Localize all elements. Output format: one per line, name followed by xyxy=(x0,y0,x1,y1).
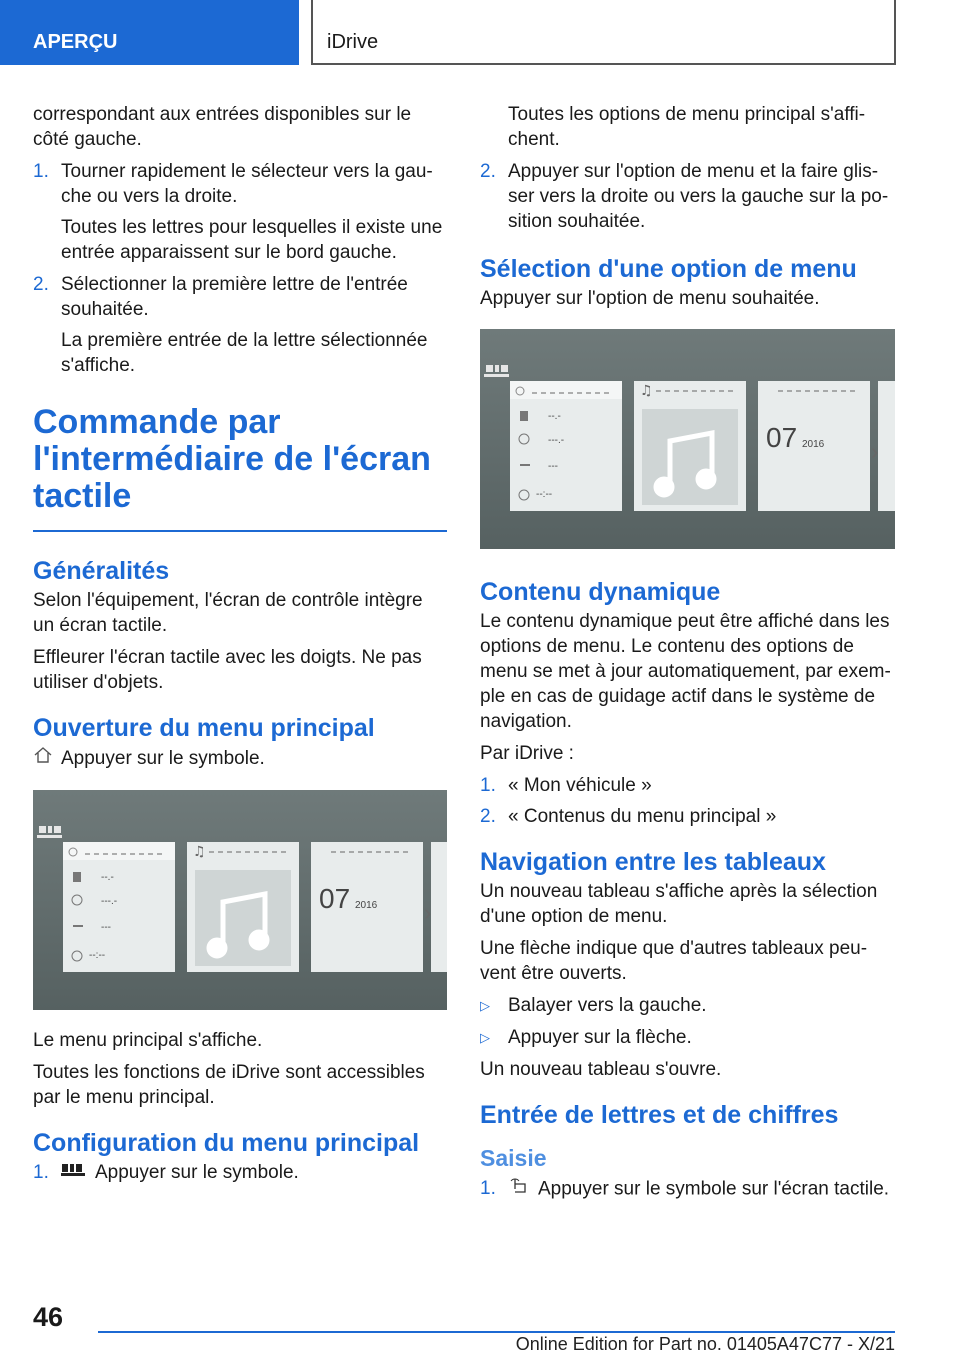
navigation-text-3: Un nouveau tableau s'ouvre. xyxy=(480,1059,722,1080)
svg-text:2016: 2016 xyxy=(355,900,378,911)
svg-text:---.-: ---.- xyxy=(101,896,118,907)
config-step-2: 2. Appuyer sur l'option de menu et la faire glisser vers la droite ou vers la gauche sur la position souhaitée. xyxy=(480,161,889,232)
heading-divider xyxy=(33,530,447,532)
triangle-bullet-icon: ▷ xyxy=(480,998,490,1013)
dynamic-step-2: 2. « Contenus du menu principal » xyxy=(480,806,777,827)
left-column xyxy=(33,102,447,1191)
svg-text:--:--: --:-- xyxy=(89,950,106,961)
footer-divider xyxy=(98,1331,895,1333)
general-text-2: Effleurer l'écran tactile avec les doigts. Ne pas utiliser d'objets. xyxy=(33,647,422,693)
navigation-text-2: Une flèche indique que d'autres tableaux peuvent être ouverts. xyxy=(480,938,868,984)
intro-text: correspondant aux entrées disponibles sur le côté gauche. xyxy=(33,104,412,150)
section-heading-touchscreen: Commande par l'intermédiaire de l'écran tactile xyxy=(33,403,431,515)
svg-text:--:--: --:-- xyxy=(536,489,553,500)
page-number: 46 xyxy=(33,1302,64,1332)
svg-text:--.-: --.- xyxy=(101,872,114,883)
svg-text:2016: 2016 xyxy=(802,439,825,450)
heading-navigation-panels: Navigation entre les tableaux xyxy=(480,848,826,876)
svg-text:›: › xyxy=(871,439,879,464)
heading-saisie: Saisie xyxy=(480,1145,547,1171)
svg-text:---: --- xyxy=(101,922,111,933)
heading-letter-number-entry: Entrée de lettres et de chiffres xyxy=(480,1101,839,1129)
navigation-bullet-2: ▷ Appuyer sur la flèche. xyxy=(480,1027,692,1048)
select-option-text: Appuyer sur l'option de menu souhaitée. xyxy=(480,288,820,309)
saisie-step-1: 1. Appuyer sur le symbole sur l'écran tactile. xyxy=(480,1176,895,1203)
svg-text:♫: ♫ xyxy=(193,844,206,860)
general-text-1: Selon l'équipement, l'écran de contrôle intègre un écran tactile. xyxy=(33,590,423,636)
right-column xyxy=(480,102,895,1209)
svg-text:07: 07 xyxy=(319,883,351,914)
heading-open-main-menu: Ouverture du menu principal xyxy=(33,714,375,742)
heading-general: Généralités xyxy=(33,557,170,585)
step-2: 2. Sélectionner la première lettre de l'entrée souhaitée. xyxy=(33,274,408,320)
tiles-icon xyxy=(61,1160,87,1185)
main-menu-illustration xyxy=(33,790,447,1010)
grid-icon xyxy=(484,365,509,377)
navigation-text-1: Un nouveau tableau s'affiche après la sélection d'une option de menu. xyxy=(480,881,878,927)
open-instruction: Appuyer sur le symbole. xyxy=(33,745,447,772)
svg-text:---.-: ---.- xyxy=(548,435,565,446)
home-icon xyxy=(33,745,61,772)
edition-footer: Online Edition for Part no. 01405A47C77 - X/21 xyxy=(515,1334,895,1354)
menu-option-screenshot xyxy=(480,329,895,549)
navigation-bullet-1: ▷ Balayer vers la gauche. xyxy=(480,995,707,1016)
by-idrive-label: Par iDrive : xyxy=(480,743,574,764)
step-1-result: Toutes les lettres pour lesquelles il existe une entrée apparaissent sur le bord gauche. xyxy=(61,217,443,263)
heading-select-option: Sélection d'une option de menu xyxy=(480,255,857,283)
svg-text:›: › xyxy=(424,900,432,925)
heading-configure-main-menu: Configuration du menu principal xyxy=(33,1129,420,1157)
svg-text:♫: ♫ xyxy=(640,383,653,399)
touch-hand-icon xyxy=(508,1176,530,1203)
heading-dynamic-content: Contenu dynamique xyxy=(480,578,721,606)
main-menu-shown-text: Le menu principal s'affiche. xyxy=(33,1030,263,1051)
svg-text:---: --- xyxy=(548,461,558,472)
grid-icon xyxy=(37,826,62,838)
svg-text:07: 07 xyxy=(766,422,798,453)
step-2-result: La première entrée de la lettre sélectionnée s'affiche. xyxy=(61,330,428,376)
svg-text:--.-: --.- xyxy=(548,411,561,422)
chapter-tab: APERÇU xyxy=(0,0,299,65)
dynamic-content-text: Le contenu dynamique peut être affiché dans les options de menu. Le contenu des options de menu se met à jour automatiquement, par exemple en cas de guidage actif dans le système de navigation. xyxy=(480,611,891,732)
dynamic-step-1: 1. « Mon véhicule » xyxy=(480,775,652,796)
triangle-bullet-icon: ▷ xyxy=(480,1030,490,1045)
options-shown-text: Toutes les options de menu principal s'affichent. xyxy=(508,104,866,150)
step-1: 1. Tourner rapidement le sélecteur vers la gauche ou vers la droite. xyxy=(33,161,433,207)
page-topic-title: iDrive xyxy=(311,0,896,65)
main-menu-access-text: Toutes les fonctions de iDrive sont accessibles par le menu principal. xyxy=(33,1062,425,1108)
main-menu-screenshot xyxy=(33,790,447,1010)
menu-option-illustration xyxy=(480,329,895,549)
config-step-1: 1. Appuyer sur le symbole. xyxy=(33,1160,447,1185)
